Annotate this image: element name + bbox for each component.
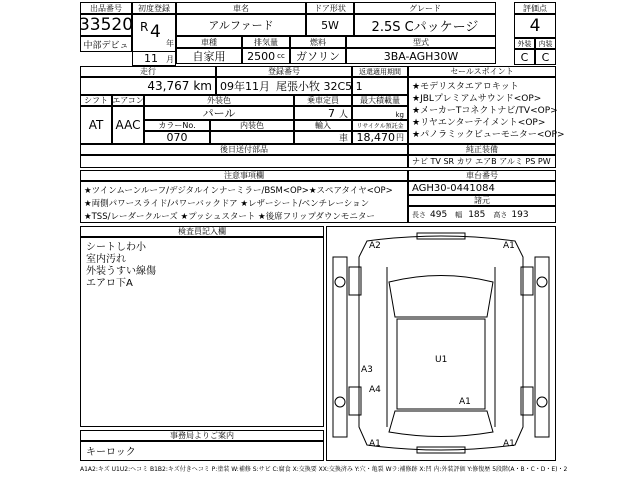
note-line-3: ★TSS/レーダークルーズ ★プッシュスタート ★後席フリップダウンモニター <box>84 212 375 222</box>
after-parts-value <box>80 155 408 168</box>
model: 3BA-AGH30W <box>346 48 496 64</box>
equipment-label: 純正装備 <box>408 144 556 155</box>
score-label: 評価点 <box>514 2 556 14</box>
note-line-2: ★両側パワースライド/パワーバックドア ★レザーシート/ベンチレーション <box>84 199 370 209</box>
chassis-number: AGH30-0441084 <box>408 181 556 195</box>
dimensions <box>408 206 556 223</box>
shift-label: シフト <box>80 95 112 106</box>
recycle-period <box>352 77 408 95</box>
first-reg-label: 初度登録 <box>132 2 176 14</box>
capacity-label: 乗車定員 <box>294 95 352 106</box>
capacity-box <box>294 106 352 120</box>
plate-label: 登録番号 <box>216 66 352 77</box>
width: 185 <box>468 209 486 220</box>
shift: AT <box>80 106 112 144</box>
import-value: 車 <box>294 131 352 144</box>
mark-a3-left: A3 <box>361 365 373 375</box>
capacity: 7 <box>327 106 335 120</box>
height: 193 <box>511 209 529 220</box>
office-line: キーロック <box>86 447 136 458</box>
model-label: 型式 <box>346 36 496 48</box>
reg-month: 11 <box>144 52 158 65</box>
sales-point-5: ★パノラミックビューモニター<OP> <box>412 130 565 140</box>
displacement: 2500 <box>247 49 276 63</box>
inspection-label: 検査員記入欄 <box>80 226 324 237</box>
lot-number: 33520 <box>78 15 134 35</box>
recycle-fee: 18,470 <box>356 131 395 144</box>
after-parts-label: 後日送付部品 <box>80 144 408 155</box>
mileage-box <box>80 77 216 95</box>
displacement-box <box>242 48 290 64</box>
height-label: 高さ <box>493 210 508 219</box>
fuel-label: 燃料 <box>290 36 346 48</box>
mark-a4-rear-left: A4 <box>369 385 381 395</box>
capacity-unit: 人 <box>338 109 348 120</box>
mark-a1-front-right: A1 <box>503 241 515 251</box>
car-name-label: 車名 <box>176 2 306 14</box>
ac-label: エアコン <box>112 96 144 105</box>
import-label: 輸入 <box>294 120 352 131</box>
era: R <box>140 20 149 34</box>
sales-point-4: ★リヤエンターテイメント<OP> <box>412 118 546 128</box>
sales-point-2: ★JBLプレミアムサウンド<OP> <box>412 94 542 104</box>
mark-a1-rear-right: A1 <box>503 439 515 449</box>
length-label: 長さ <box>412 210 426 219</box>
note-line-1: ★ツインムーンルーフ/デジタルインナーミラー/BSM<OP>★スペアタイヤ<OP> <box>84 186 393 196</box>
inspection-line-1: シートしわ小 <box>86 242 146 253</box>
footer-legend: A1A2:キズ U1U2:ヘコミ B1B2:キズ付きヘコミ P:塗装 W:補修 S:サビ C:腐食 X:交換要 XX:交換済み Y:穴・亀裂 Wラ:補修跡 X:凹 内:外装評価 Y:修復歴 5段階(A・B・C・D・E)・2 <box>80 466 568 473</box>
ac: AAC <box>112 106 144 144</box>
color-no: 070 <box>144 131 210 144</box>
inspection-line-3: 外装うすい線傷 <box>86 266 156 277</box>
length: 495 <box>430 209 448 220</box>
color-no-label: カラーNo. <box>144 120 210 131</box>
car-diagram <box>327 227 555 460</box>
ext-score: C <box>514 49 535 65</box>
category-label: 車種 <box>176 36 242 48</box>
chassis-label: 車台番号 <box>408 170 556 181</box>
month-unit: 月 <box>166 55 174 64</box>
mileage-unit: km <box>193 79 212 93</box>
recycle-fee-label: リサイクル預託金 <box>352 120 408 131</box>
sales-point-3: ★メーカーTコネクトナビ/TV<OP> <box>412 106 558 116</box>
inspection-line-2: 室内汚れ <box>86 254 126 265</box>
lot-label: 出品番号 <box>80 2 132 14</box>
car-diagram-box <box>326 226 556 461</box>
exterior-color: パール <box>144 106 294 120</box>
grade-label: グレード <box>354 2 496 14</box>
reg-year: 4 <box>150 22 161 42</box>
plate-date: 09年11月 <box>220 80 270 93</box>
int-score: C <box>535 49 556 65</box>
recycle-fee-unit: 円 <box>396 133 404 142</box>
plate-box <box>216 77 363 95</box>
int-color <box>210 131 294 144</box>
sales-point-1: ★モデリスタエアロキット <box>412 82 519 92</box>
equipment: ナビ TV SR カワ エアB アルミ PS PW <box>408 155 556 168</box>
fuel: ガソリン <box>290 48 346 64</box>
notes-label: 注意事項欄 <box>80 170 408 181</box>
year-unit: 年 <box>166 39 174 48</box>
ext-label: 外装 <box>514 38 535 49</box>
car-name: アルファード <box>176 14 306 36</box>
mileage: 43,767 <box>147 79 190 93</box>
door-type: 5W <box>306 14 354 36</box>
recycle-period-label: 返還適用期間 <box>352 66 408 77</box>
door-label: ドア形状 <box>306 2 354 14</box>
mark-u1-roof: U1 <box>435 355 448 365</box>
mileage-label: 走行 <box>80 66 216 77</box>
month-box <box>132 52 176 66</box>
grade: 2.5S Cパッケージ <box>354 14 496 36</box>
sales-points-label: セールスポイント <box>408 66 556 77</box>
color-label: 外装色 <box>144 95 294 106</box>
inspection-line-4: エアロ下A <box>86 278 133 289</box>
category: 自家用 <box>176 48 242 64</box>
recycle-fee-box <box>352 131 408 144</box>
spec-label: 諸元 <box>408 195 556 206</box>
region: 中部デビュ <box>80 36 132 52</box>
width-label: 幅 <box>455 210 463 219</box>
displacement-unit: cc <box>277 52 285 60</box>
score: 4 <box>514 14 556 38</box>
office-label: 事務局よりご案内 <box>80 430 324 441</box>
displacement-label: 排気量 <box>242 36 290 48</box>
max-load-label: 最大積載量 <box>352 95 408 106</box>
plate-number: 尾張小牧 32C5 1 <box>276 80 363 93</box>
mark-a2-front-left: A2 <box>369 241 381 251</box>
mark-a1-rear-left: A1 <box>369 439 381 449</box>
mark-a1-rear: A1 <box>459 397 471 407</box>
int-color-label: 内装色 <box>210 120 294 131</box>
int-label: 内装 <box>535 38 556 49</box>
max-load-unit: kg <box>352 106 408 120</box>
